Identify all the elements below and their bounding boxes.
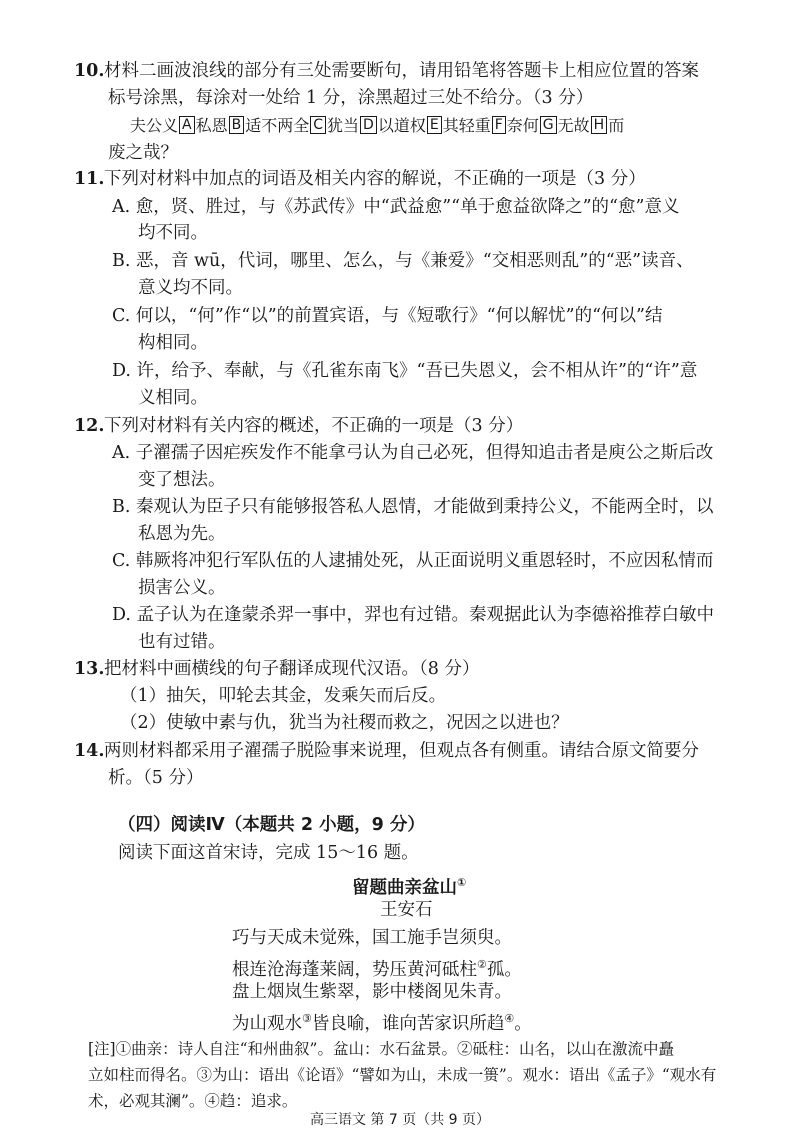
answer-box-c: C [310,116,326,134]
question-10-number: 10. [74,61,105,81]
poem-author: 王安石 [380,900,433,920]
question-10-sentence: 夫公义 A 私恩 B 适不两全 C 犹当 D 以道权 E 其轻重 F 奈何 G 无故 H 而 [130,116,625,135]
page-footer: 高三语文 第 7 页（共 9 页） [309,1112,491,1128]
question-12-option-a: A. 子濯孺子因疟疾发作不能拿弓认为自己必死，但得知追击者是庾公之斯后改 [112,443,714,463]
question-14-line-1: 两则材料都采用子濯孺子脱险事来说理，但观点各有侧重。请结合原文简要分 [104,741,699,761]
question-11-option-c: C. 何以，“何”作“以”的前置宾语，与《短歌行》“何以解忧”的“何以”结 [112,306,663,326]
question-11-option-c-cont: 构相同。 [138,333,208,353]
question-11-option-a-cont: 均不同。 [138,223,208,243]
poem-line-3: 盘上烟岚生紫翠，影中楼阁见朱青。 [232,982,512,1002]
question-14-line-2: 析。（5 分） [108,768,204,788]
poem-line-4: 为山观水③皆良喻，谁向苦家识所趋④。 [232,1012,532,1034]
section-4-heading: （四）阅读Ⅳ（本题共 2 小题，9 分） [118,815,425,835]
question-13-number: 13. [74,659,105,679]
section-4-intro: 阅读下面这首宋诗，完成 15～16 题。 [118,843,419,863]
poem-title-note: ① [457,876,467,889]
answer-box-a: A [179,116,195,134]
question-13-sentence-2: （2）使敏中素与仇，犹当为社稷而救之，况因之以进也？ [120,713,569,733]
notes-line-1: [注]①曲亲：诗人自注“和州曲叙”。盆山：水石盆景。②砥柱：山名，以山在激流中矗 [88,1040,674,1058]
question-12-option-d-cont: 也有过错。 [138,632,226,652]
notes-line-2: 立如柱而得名。③为山：语出《论语》“譬如为山，未成一篑”。观水：语出《孟子》“观水有 [88,1066,717,1084]
question-10-line-2: 标号涂黑，每涂对一处给 1 分，涂黑超过三处不给分。（3 分） [108,88,594,108]
poem-line-1: 巧与天成未觉殊，国工施手岂须臾。 [232,928,512,948]
question-12-option-c-cont: 损害公义。 [138,578,226,598]
question-11-option-b: B. 恶，音 wū，代词，哪里、怎么，与《兼爱》“交相恶则乱”的“恶”读音、 [112,251,694,271]
notes-line-3: 术，必观其澜”。④趋：追求。 [88,1092,298,1110]
question-12-option-b: B. 秦观认为臣子只有能够报答私人恩情，才能做到秉持公义，不能两全时，以 [112,497,714,517]
question-11-option-d-cont: 义相同。 [138,388,208,408]
question-12-option-a-cont: 变了想法。 [138,470,226,490]
question-11-option-b-cont: 意义均不同。 [138,278,243,298]
question-12-option-d: D. 孟子认为在逢蒙杀羿一事中，羿也有过错。秦观据此认为李德裕推荐白敏中 [112,605,715,625]
question-11-option-d: D. 许，给予、奉献，与《孔雀东南飞》“吾已失恩义，会不相从许”的“许”意 [112,361,698,381]
answer-box-e: E [427,116,442,134]
question-11-number: 11. [74,169,105,189]
question-12-stem: 下列对材料有关内容的概述，不正确的一项是（3 分） [104,416,524,436]
poem-line-2: 根连沧海蓬莱阔，势压黄河砥柱②孤。 [232,958,522,980]
poem-title: 留题曲亲盆山① [352,876,467,898]
question-14-number: 14. [74,741,105,761]
question-13-stem: 把材料中画横线的句子翻译成现代汉语。（8 分） [104,659,480,679]
answer-box-g: G [540,116,557,134]
answer-box-b: B [229,116,245,134]
question-10-line-1: 材料二画波浪线的部分有三处需要断句，请用铅笔将答题卡上相应位置的答案 [104,61,699,81]
question-12-option-b-cont: 私恩为先。 [138,524,226,544]
question-11-option-a: A. 愈，贤、胜过，与《苏武传》中“武益愈”“单于愈益欲降之”的“愈”意义 [112,197,680,217]
answer-box-h: H [591,116,608,134]
question-10-line-4: 废之哉？ [108,143,178,163]
question-12-option-c: C. 韩厥将冲犯行军队伍的人逮捕处死，从正面说明义重恩轻时，不应因私情而 [112,551,714,571]
question-12-number: 12. [74,416,105,436]
answer-box-d: D [360,116,377,134]
question-11-stem: 下列对材料中加点的词语及相关内容的解说，不正确的一项是（3 分） [104,169,646,189]
answer-box-f: F [492,116,506,134]
question-13-sentence-1: （1）抽矢，叩轮去其金，发乘矢而后反。 [120,686,447,706]
